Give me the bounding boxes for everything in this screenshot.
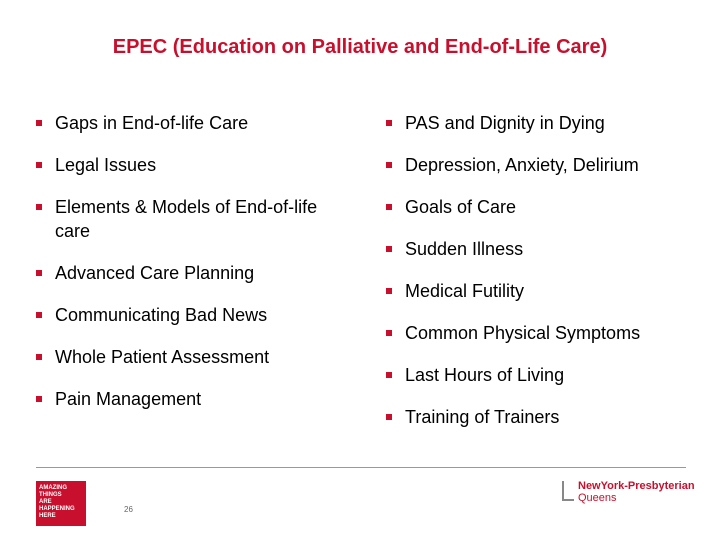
list-item-text: Training of Trainers [405, 407, 560, 427]
logo-bracket-icon [562, 481, 574, 501]
list-item [36, 153, 356, 177]
page-number: 26 [124, 505, 133, 514]
list-item [386, 321, 706, 345]
badge-text: HAPPENING [39, 506, 75, 512]
list-item-text: Elements & Models of End-of-life care [55, 197, 318, 241]
square-bullet-icon [386, 120, 392, 126]
badge-text: THINGS [39, 492, 62, 498]
list-item-text: Goals of Care [405, 197, 517, 217]
square-bullet-icon [386, 204, 392, 210]
list-item [386, 111, 706, 135]
list-item [386, 279, 706, 303]
square-bullet-icon [36, 396, 42, 402]
list-item [386, 237, 706, 261]
list-item-text: Legal Issues [55, 155, 157, 175]
list-item-text: Whole Patient Assessment [55, 347, 270, 367]
badge-text: AMAZING [39, 485, 67, 491]
square-bullet-icon [386, 330, 392, 336]
square-bullet-icon [386, 246, 392, 252]
list-item [36, 261, 356, 285]
square-bullet-icon [36, 312, 42, 318]
list-item-text: Depression, Anxiety, Delirium [405, 155, 639, 175]
list-item [386, 363, 706, 387]
list-item [36, 387, 356, 411]
square-bullet-icon [36, 162, 42, 168]
list-item-text: Pain Management [55, 389, 202, 409]
logo-name: NewYork-Presbyterian [578, 480, 695, 492]
square-bullet-icon [36, 120, 42, 126]
list-item-text: Communicating Bad News [55, 305, 268, 325]
list-item [36, 345, 356, 369]
square-bullet-icon [36, 204, 42, 210]
amazing-things-badge [36, 481, 86, 526]
list-item [36, 111, 356, 135]
list-item [386, 405, 706, 429]
square-bullet-icon [36, 270, 42, 276]
square-bullet-icon [386, 372, 392, 378]
list-item-text: Gaps in End-of-life Care [55, 113, 249, 133]
footer-divider [36, 467, 686, 468]
square-bullet-icon [36, 354, 42, 360]
logo-location: Queens [578, 492, 617, 504]
square-bullet-icon [386, 414, 392, 420]
list-item-text: Sudden Illness [405, 239, 524, 259]
list-item [36, 195, 356, 243]
slide-title: EPEC (Education on Palliative and End-of-Life Care) [112, 36, 608, 58]
list-item-text: Last Hours of Living [405, 365, 565, 385]
list-item [36, 303, 356, 327]
list-item-text: Advanced Care Planning [55, 263, 255, 283]
hospital-logo [562, 480, 695, 506]
badge-text: HERE [39, 513, 56, 519]
list-item-text: PAS and Dignity in Dying [405, 113, 605, 133]
badge-text: ARE [39, 499, 52, 505]
square-bullet-icon [386, 162, 392, 168]
list-item [386, 153, 706, 177]
right-bullet-list [386, 111, 706, 447]
list-item-text: Medical Futility [405, 281, 525, 301]
left-bullet-list [36, 111, 356, 429]
list-item [386, 195, 706, 219]
square-bullet-icon [386, 288, 392, 294]
list-item-text: Common Physical Symptoms [405, 323, 641, 343]
